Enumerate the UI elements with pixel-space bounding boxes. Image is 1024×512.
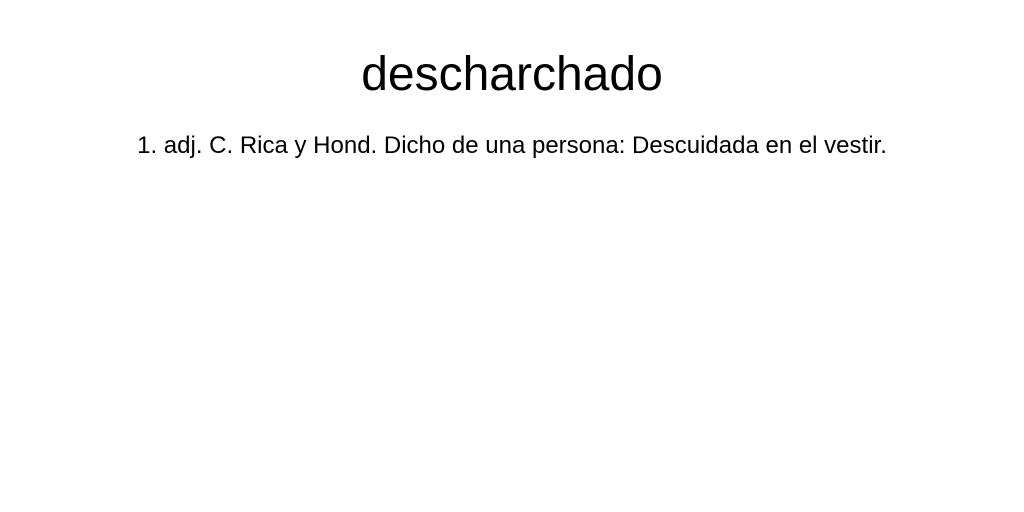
definition-1: 1. adj. C. Rica y Hond. Dicho de una persona: Descuidada en el vestir. — [137, 132, 887, 159]
entry-word: descharchado — [361, 48, 663, 101]
